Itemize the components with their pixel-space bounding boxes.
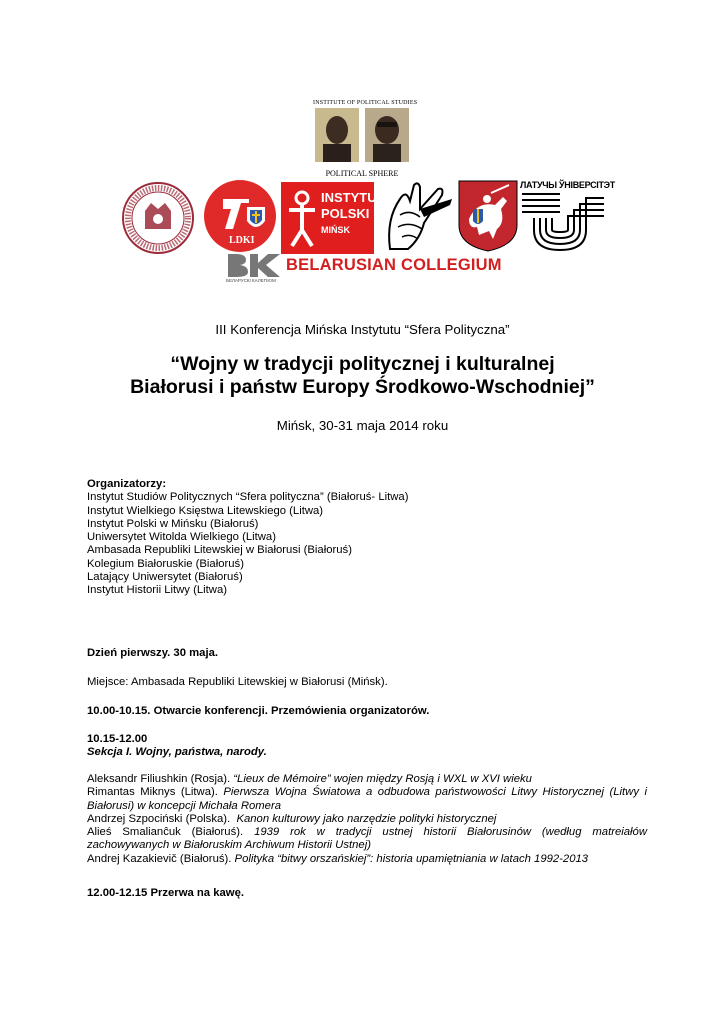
political-sphere-portraits: [313, 106, 411, 164]
hand-writing-logo: [380, 179, 454, 255]
latuchy-label: ЛАТУЧЫ ЎНІВЕРСІТЭТ: [520, 180, 615, 190]
organizer-item: Ambasada Republiki Litewskiej w Białorusi (Białoruś): [87, 544, 352, 557]
instytut-polski-line3: MIŃSK: [321, 225, 350, 235]
organizer-item: Instytut Historii Litwy (Litwa): [87, 584, 227, 597]
organizer-item: Instytut Studiów Politycznych “Sfera polityczna” (Białoruś- Litwa): [87, 491, 409, 504]
talk-speaker: Andrzej Szpociński (Polska).: [87, 812, 231, 825]
talk-speaker: Aleksandr Filiushkin (Rosja).: [87, 773, 231, 785]
logo-caption-bottom: POLITICAL SPHERE: [325, 169, 399, 178]
conference-title-line1: “Wojny w tradycji politycznej i kulturalnej: [170, 353, 555, 375]
talk-item: [87, 826, 647, 853]
lithuania-vytis-logo: [457, 179, 519, 253]
talks-list: [87, 773, 647, 866]
organizer-item: Instytut Wielkiego Księstwa Litewskiego (Litwa): [87, 504, 324, 517]
conference-date-place: Mińsk, 30-31 maja 2014 roku: [276, 418, 449, 433]
talk-title: Pierwsza Wojna Światowa a odbudowa państwowości Litwy Historycznej (Litwy i Białorusi) w koncepcji Michała Romera: [87, 786, 647, 812]
talk-title: Kanon kulturowy jako narzędzie polityki historycznej: [236, 812, 497, 825]
organizer-item: Instytut Polski w Mińsku (Białoruś): [87, 517, 259, 530]
organizers-section: [87, 478, 647, 598]
instytut-polski-figure-icon: [287, 190, 317, 248]
instytut-polski-line2: POLSKI: [321, 206, 370, 221]
coffee-break: 12.00-12.15 Przerwa na kawę.: [87, 887, 245, 899]
talk-item: [87, 853, 647, 866]
talk-title: 1939 rok w tradycji ustnej historii Białorusinów (według matreiałów zachowywanych w Białoruskim Archiwum Historii Ustnej): [87, 826, 647, 852]
talk-speaker: Alieś Smalianĉuk (Białoruś).: [87, 826, 244, 839]
talk-title: Polityka “bitwy orszańskiej”: historia upamiętniania w latach 1992-2013: [234, 852, 589, 865]
ldki-label: LDKI: [229, 235, 255, 246]
collegium-sub-label: БЕЛАРУСКІ КАЛЕГІЮМ: [226, 278, 276, 283]
university-seal-logo: [121, 181, 195, 255]
conference-subtitle: III Konferencja Mińska Instytutu “Sfera Polityczna”: [215, 322, 510, 337]
latuchy-stripes-icon: [520, 190, 604, 254]
talk-item: [87, 786, 647, 813]
instytut-polski-logo: [281, 182, 385, 254]
conference-title-line2: Białorusi i państw Europy Środkowo-Wschodniej”: [130, 376, 595, 398]
latuchy-universitet-logo: [520, 180, 615, 256]
talk-title: “Lieux de Mémoire” wojen między Rosją i WXL w XVI wieku: [233, 773, 532, 785]
instytut-polski-line1: INSTYTUT: [321, 190, 385, 205]
political-sphere-logo: [313, 100, 418, 178]
belarusian-collegium-logo: [226, 250, 502, 284]
talk-speaker: Andrej Kazakievič (Białoruś).: [87, 852, 232, 865]
session-time: 10.15-12.00: [87, 733, 148, 745]
day1-opening: 10.00-10.15. Otwarcie konferencji. Przemówienia organizatorów.: [87, 705, 430, 717]
day1-heading: Dzień pierwszy. 30 maja.: [87, 647, 219, 659]
talk-item: [87, 813, 647, 826]
talk-speaker: Rimantas Miknys (Litwa).: [87, 786, 218, 799]
organizer-item: Kolegium Białoruskie (Białoruś): [87, 557, 244, 570]
organizer-item: Uniwersytet Witolda Wielkiego (Litwa): [87, 531, 276, 544]
collegium-label: BELARUSIAN COLLEGIUM: [286, 256, 502, 274]
organizer-item: Latający Uniwersytet (Białoruś): [87, 571, 243, 584]
talk-item: [87, 773, 647, 786]
collegium-bk-icon: [226, 252, 282, 278]
session-title: Sekcja I. Wojny, państwa, narody.: [87, 746, 267, 758]
organizers-heading: Organizatorzy:: [87, 478, 167, 490]
day1-venue: Miejsce: Ambasada Republiki Litewskiej w Białorusi (Mińsk).: [87, 676, 388, 688]
logo-caption-top: INSTITUTE OF POLITICAL STUDIES: [313, 100, 418, 106]
ldki-logo: [203, 179, 277, 253]
